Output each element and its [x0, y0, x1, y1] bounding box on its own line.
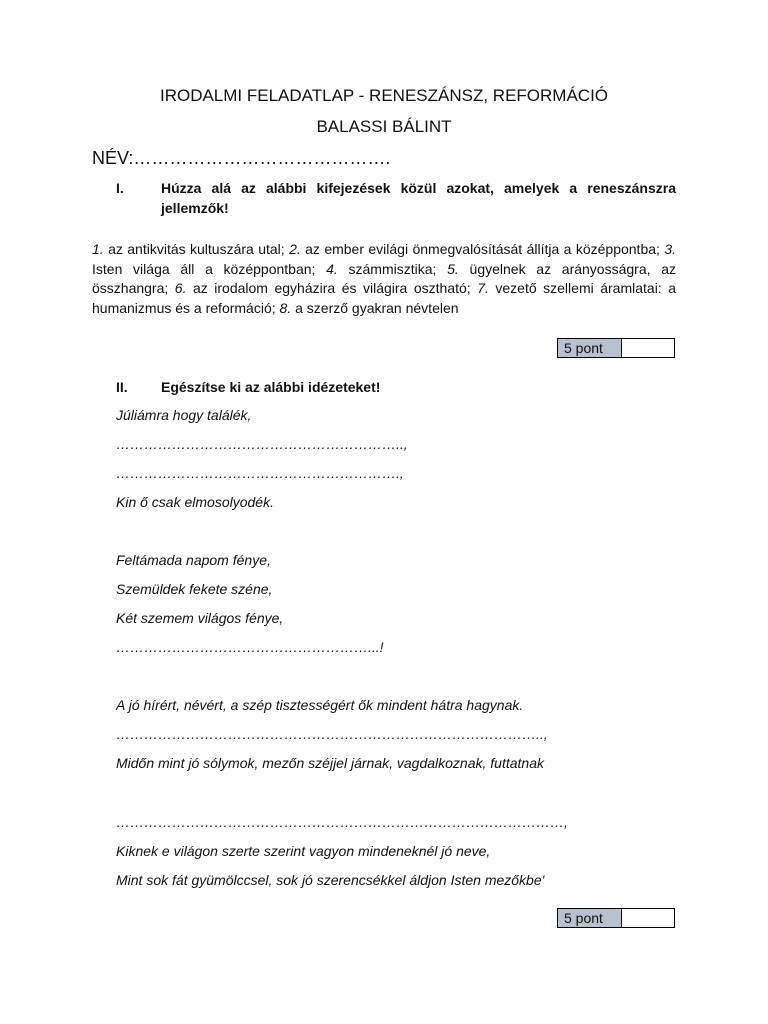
section-1-number: I.: [116, 180, 124, 196]
name-field[interactable]: NÉV:…………………………………….: [92, 148, 391, 168]
item-text[interactable]: vezető szellemi áramlatai: a humanizmus és a reformáció;: [92, 280, 676, 316]
item-text[interactable]: Isten világa áll a középpontban;: [92, 260, 327, 277]
score-box-2: [557, 908, 675, 928]
quote-blank[interactable]: ……………………………………………………..,: [116, 436, 408, 452]
item-text[interactable]: az antikvitás kultuszára utal;: [103, 241, 290, 257]
quote-blank[interactable]: …………………………………………………….,: [116, 465, 404, 481]
quote-blank[interactable]: ………………………………………………...!: [116, 639, 384, 655]
score-label: 5 pont: [558, 339, 622, 357]
page-subtitle: BALASSI BÁLINT: [316, 117, 452, 136]
quote-line: A jó hírért, névért, a szép tisztességért ők mindent hátra hagynak.: [116, 697, 524, 713]
item-text[interactable]: az ember evilági önmegvalósítását állítja a középpontba;: [300, 241, 665, 257]
item-number: 2.: [289, 241, 301, 257]
item-number: 4.: [326, 260, 338, 277]
score-label: 5 pont: [558, 909, 622, 927]
page-title: IRODALMI FELADATLAP - RENESZÁNSZ, REFORMÁCIÓ: [159, 86, 609, 105]
quote-line: Feltámada napom fénye,: [116, 552, 271, 568]
section-1-instruction: Húzza alá az alábbi kifejezések közül azokat, amelyek a reneszánszra jellemzők!: [161, 180, 676, 216]
quote-line: Midőn mint jó sólymok, mezőn széjjel járnak, vagdalkoznak, futtatnak: [116, 755, 544, 771]
score-box-1: [557, 338, 675, 358]
quote-line: Kin ő csak elmosolyodék.: [116, 494, 274, 510]
section-1-items: [92, 240, 676, 318]
score-input[interactable]: [622, 909, 674, 927]
quote-blank[interactable]: ……………………………………………………………………………………,: [116, 814, 568, 830]
item-number: 6.: [174, 280, 187, 296]
section-2-instruction: Egészítse ki az alábbi idézeteket!: [161, 379, 381, 395]
quote-line: Mint sok fát gyümölccsel, sok jó szerencsékkel áldjon Isten mezőkbe': [116, 872, 545, 888]
item-text[interactable]: ügyelnek az arányosságra, az összhangra;: [92, 260, 676, 296]
item-text[interactable]: számmisztika;: [337, 260, 448, 277]
item-number: 1.: [92, 241, 104, 257]
quote-line: Kiknek e világon szerte szerint vagyon mindeneknél jó neve,: [116, 843, 491, 859]
quote-line: Szemüldek fekete széne,: [116, 581, 273, 597]
item-text[interactable]: az irodalom egyházira és világira osztható;: [186, 280, 478, 296]
item-number: 3.: [664, 241, 676, 257]
section-2-number: II.: [116, 379, 128, 395]
item-number: 8.: [279, 299, 292, 316]
quote-blank[interactable]: ………………………………………………………………………………..,: [116, 726, 548, 742]
quote-line: Júliámra hogy találék,: [116, 407, 252, 423]
item-number: 7.: [477, 280, 489, 296]
score-input[interactable]: [622, 339, 674, 357]
item-text[interactable]: a szerző gyakran névtelen: [291, 299, 459, 316]
quote-line: Két szemem világos fénye,: [116, 610, 284, 626]
item-number: 5.: [447, 260, 459, 277]
